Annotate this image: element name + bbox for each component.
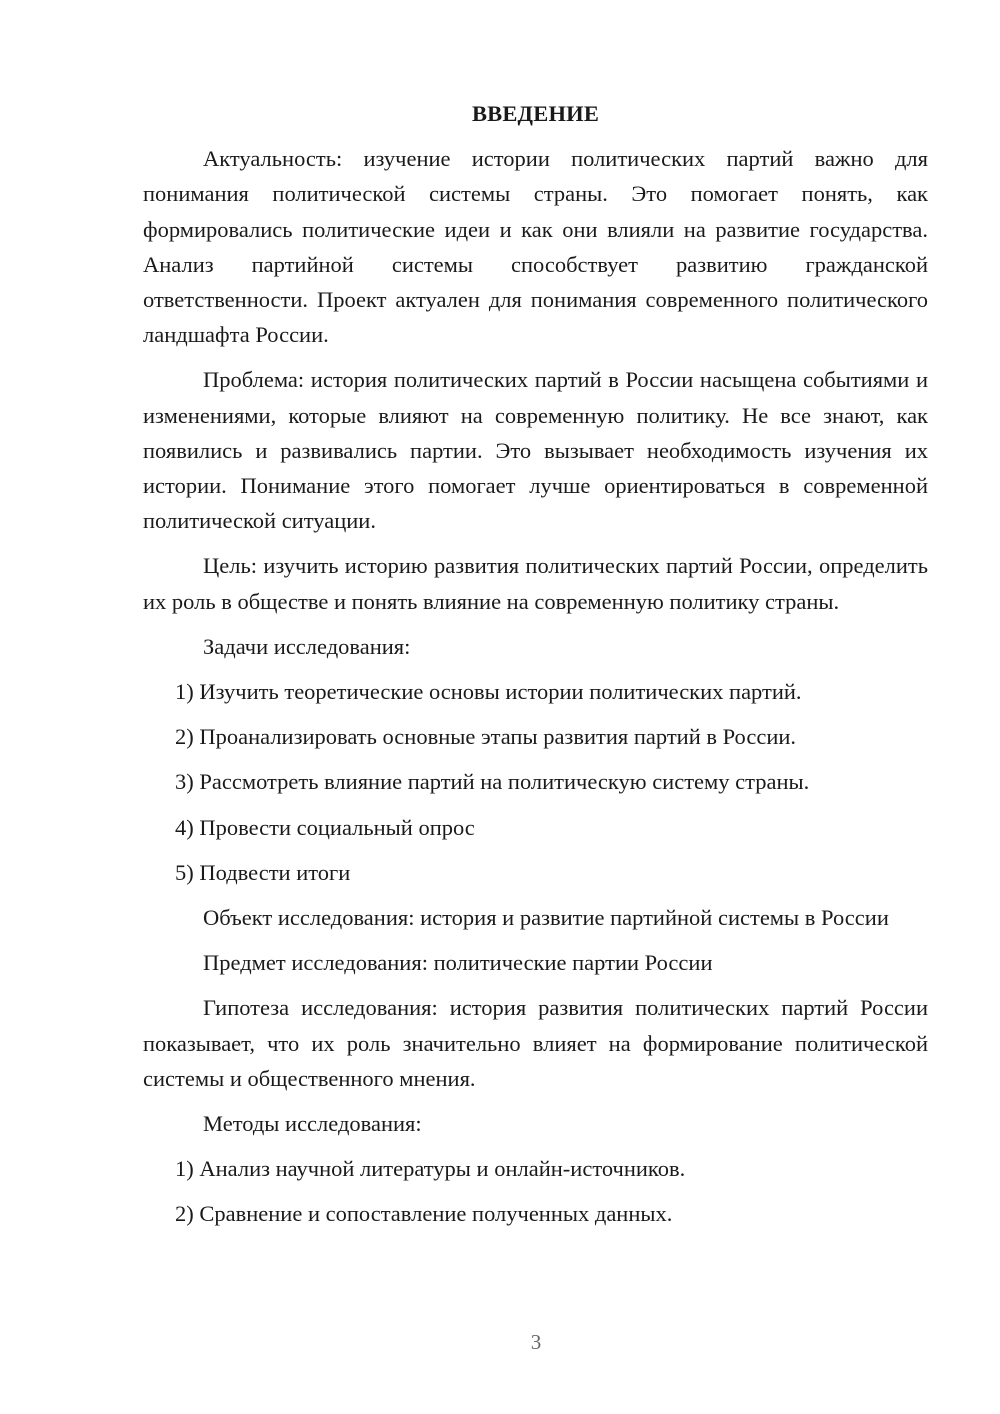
goal-paragraph: Цель: изучить историю развития политических партий России, определить их роль в обществе и понять влияние на современную политику страны. bbox=[143, 553, 928, 614]
hypothesis-paragraph: Гипотеза исследования: история развития политических партий России показывает, что их роль значительно влияет на формирование политической системы и общественного мнения. bbox=[143, 995, 928, 1091]
relevance-paragraph: Актуальность: изучение истории политических партий важно для понимания политической системы страны. Это помогает понять, как формировались политические идеи и как они влияли на развитие государства. Анализ партийной системы способствует развитию гражданской ответственности. Проект актуален для понимания современного политического ландшафта России. bbox=[143, 146, 928, 348]
methods-heading: Методы исследования: bbox=[203, 1111, 422, 1137]
page-number: 3 bbox=[530, 1330, 542, 1354]
task-item-1: 1) Изучить теоретические основы истории политических партий. bbox=[175, 679, 802, 705]
method-item-2: 2) Сравнение и сопоставление полученных данных. bbox=[175, 1201, 673, 1227]
tasks-heading: Задачи исследования: bbox=[203, 633, 411, 659]
document-body bbox=[143, 96, 928, 1242]
task-item-2: 2) Проанализировать основные этапы развития партий в России. bbox=[175, 724, 797, 750]
subject-paragraph: Предмет исследования: политические партии России bbox=[203, 950, 713, 976]
section-title: ВВЕДЕНИЕ bbox=[471, 101, 600, 126]
task-item-5: 5) Подвести итоги bbox=[175, 859, 351, 885]
problem-paragraph: Проблема: история политических партий в России насыщена событиями и изменениями, которые влияют на современную политику. Не все знают, как появились и развивались партии. Это вызывает необходимость изучения их истории. Понимание этого помогает лучше ориентироваться в современной политической ситуации. bbox=[143, 367, 928, 534]
object-paragraph: Объект исследования: история и развитие партийной системы в России bbox=[203, 905, 889, 931]
task-item-4: 4) Провести социальный опрос bbox=[175, 814, 475, 840]
method-item-1: 1) Анализ научной литературы и онлайн-источников. bbox=[175, 1156, 686, 1182]
task-item-3: 3) Рассмотреть влияние партий на политическую систему страны. bbox=[175, 769, 810, 795]
